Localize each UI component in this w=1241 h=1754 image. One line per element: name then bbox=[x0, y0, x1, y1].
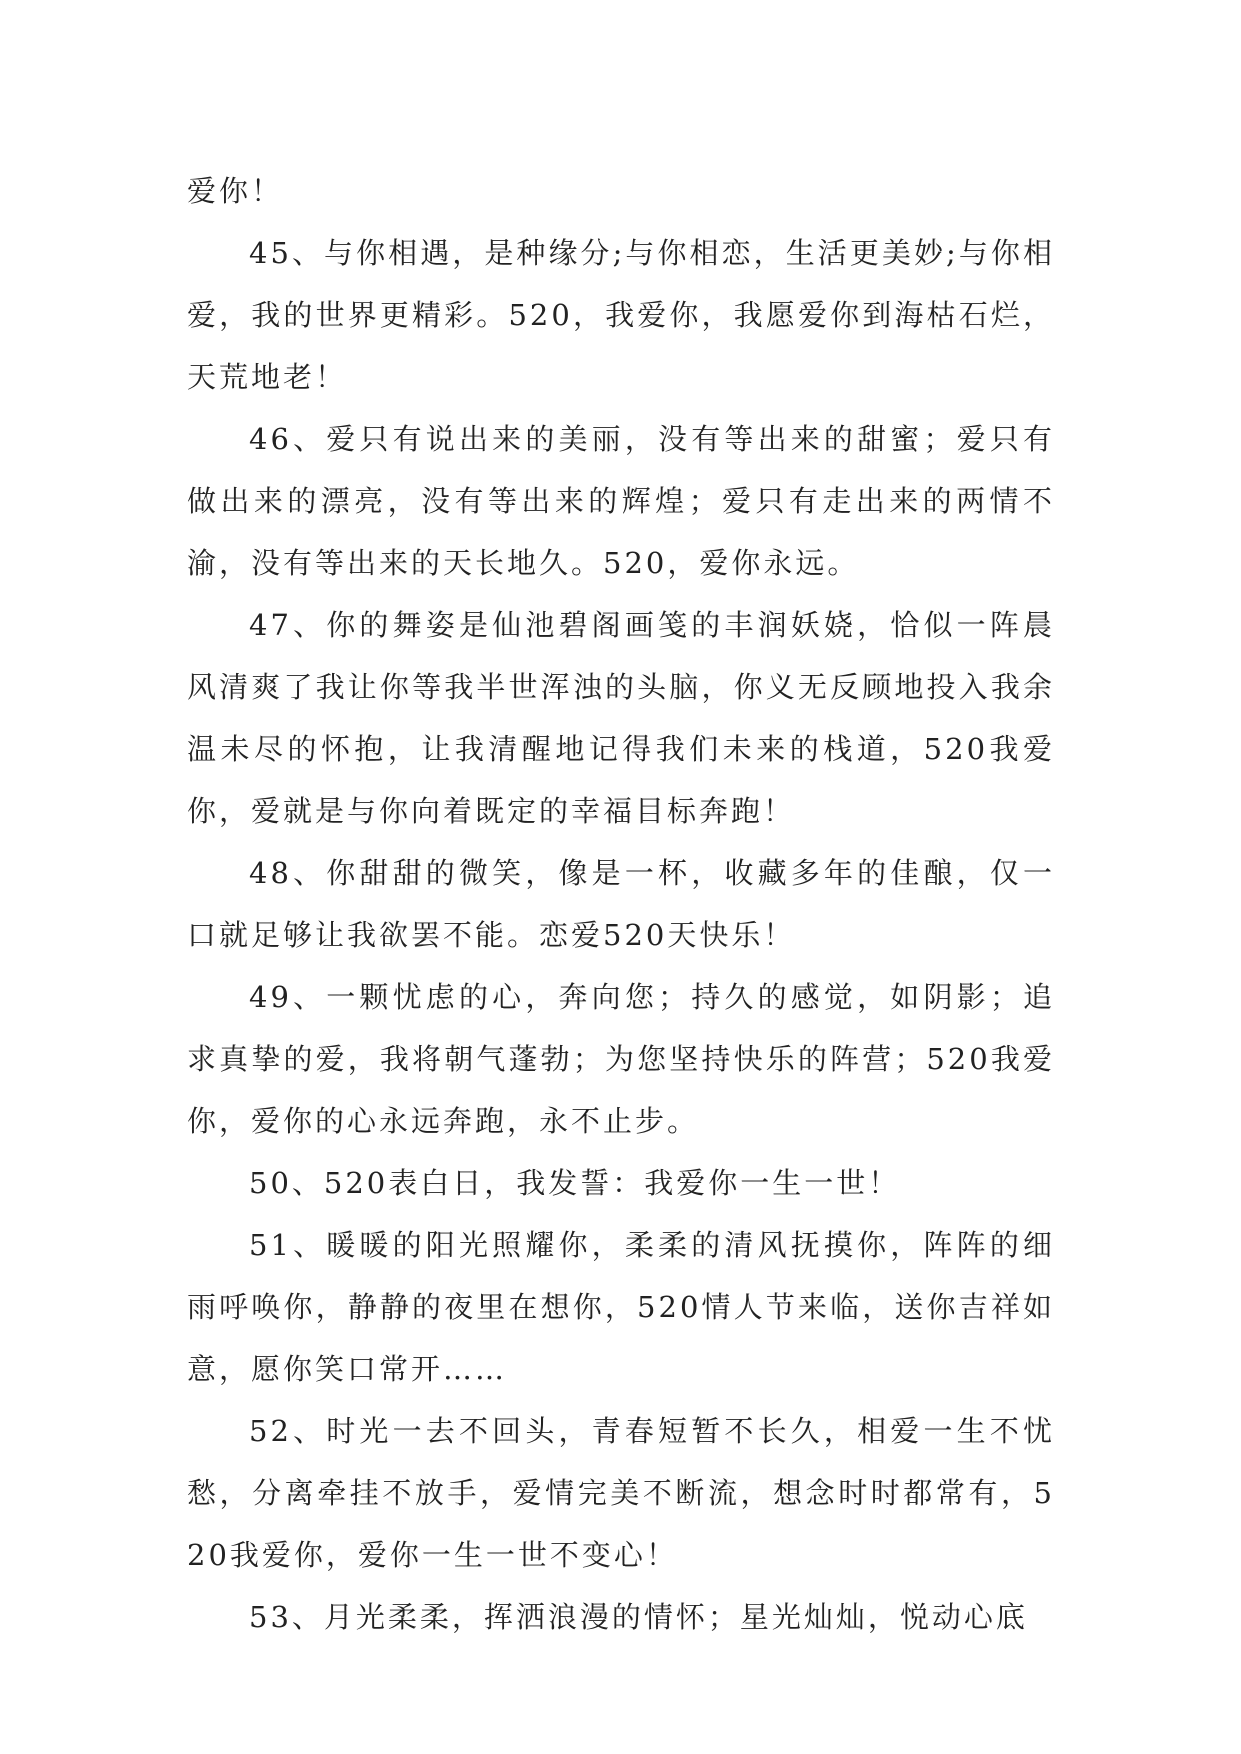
paragraph-53: 53、月光柔柔，挥洒浪漫的情怀；星光灿灿，悦动心底 bbox=[249, 1600, 1028, 1634]
paragraph-52: 52、时光一去不回头，青春短暂不长久，相爱一生不忧愁，分离牵挂不放手，爱情完美不断流，想念时时都常有，520我爱你，爱你一生一世不变心！ bbox=[187, 1414, 1055, 1572]
paragraph-51: 51、暖暖的阳光照耀你，柔柔的清风抚摸你，阵阵的细雨呼唤你，静静的夜里在想你，520情人节来临，送你吉祥如意，愿你笑口常开…… bbox=[187, 1228, 1055, 1386]
document-body bbox=[187, 160, 1055, 1648]
paragraph-continuation: 爱你！ bbox=[187, 174, 284, 208]
paragraph-50: 50、520表白日，我发誓：我爱你一生一世！ bbox=[249, 1166, 901, 1200]
paragraph-49: 49、一颗忧虑的心，奔向您；持久的感觉，如阴影；追求真挚的爱，我将朝气蓬勃；为您坚持快乐的阵营；520我爱你，爱你的心永远奔跑，永不止步。 bbox=[187, 980, 1055, 1138]
paragraph-45: 45、与你相遇，是种缘分;与你相恋，生活更美妙;与你相爱，我的世界更精彩。520，我爱你，我愿爱你到海枯石烂，天荒地老！ bbox=[187, 236, 1055, 394]
paragraph-46: 46、爱只有说出来的美丽，没有等出来的甜蜜；爱只有做出来的漂亮，没有等出来的辉煌；爱只有走出来的两情不渝，没有等出来的天长地久。520，爱你永远。 bbox=[187, 422, 1055, 580]
paragraph-47: 47、你的舞姿是仙池碧阁画笺的丰润妖娆，恰似一阵晨风清爽了我让你等我半世浑浊的头脑，你义无反顾地投入我余温未尽的怀抱，让我清醒地记得我们未来的栈道，520我爱你，爱就是与你向着既定的幸福目标奔跑！ bbox=[187, 608, 1055, 828]
paragraph-48: 48、你甜甜的微笑，像是一杯，收藏多年的佳酿，仅一口就足够让我欲罢不能。恋爱520天快乐！ bbox=[187, 856, 1055, 952]
